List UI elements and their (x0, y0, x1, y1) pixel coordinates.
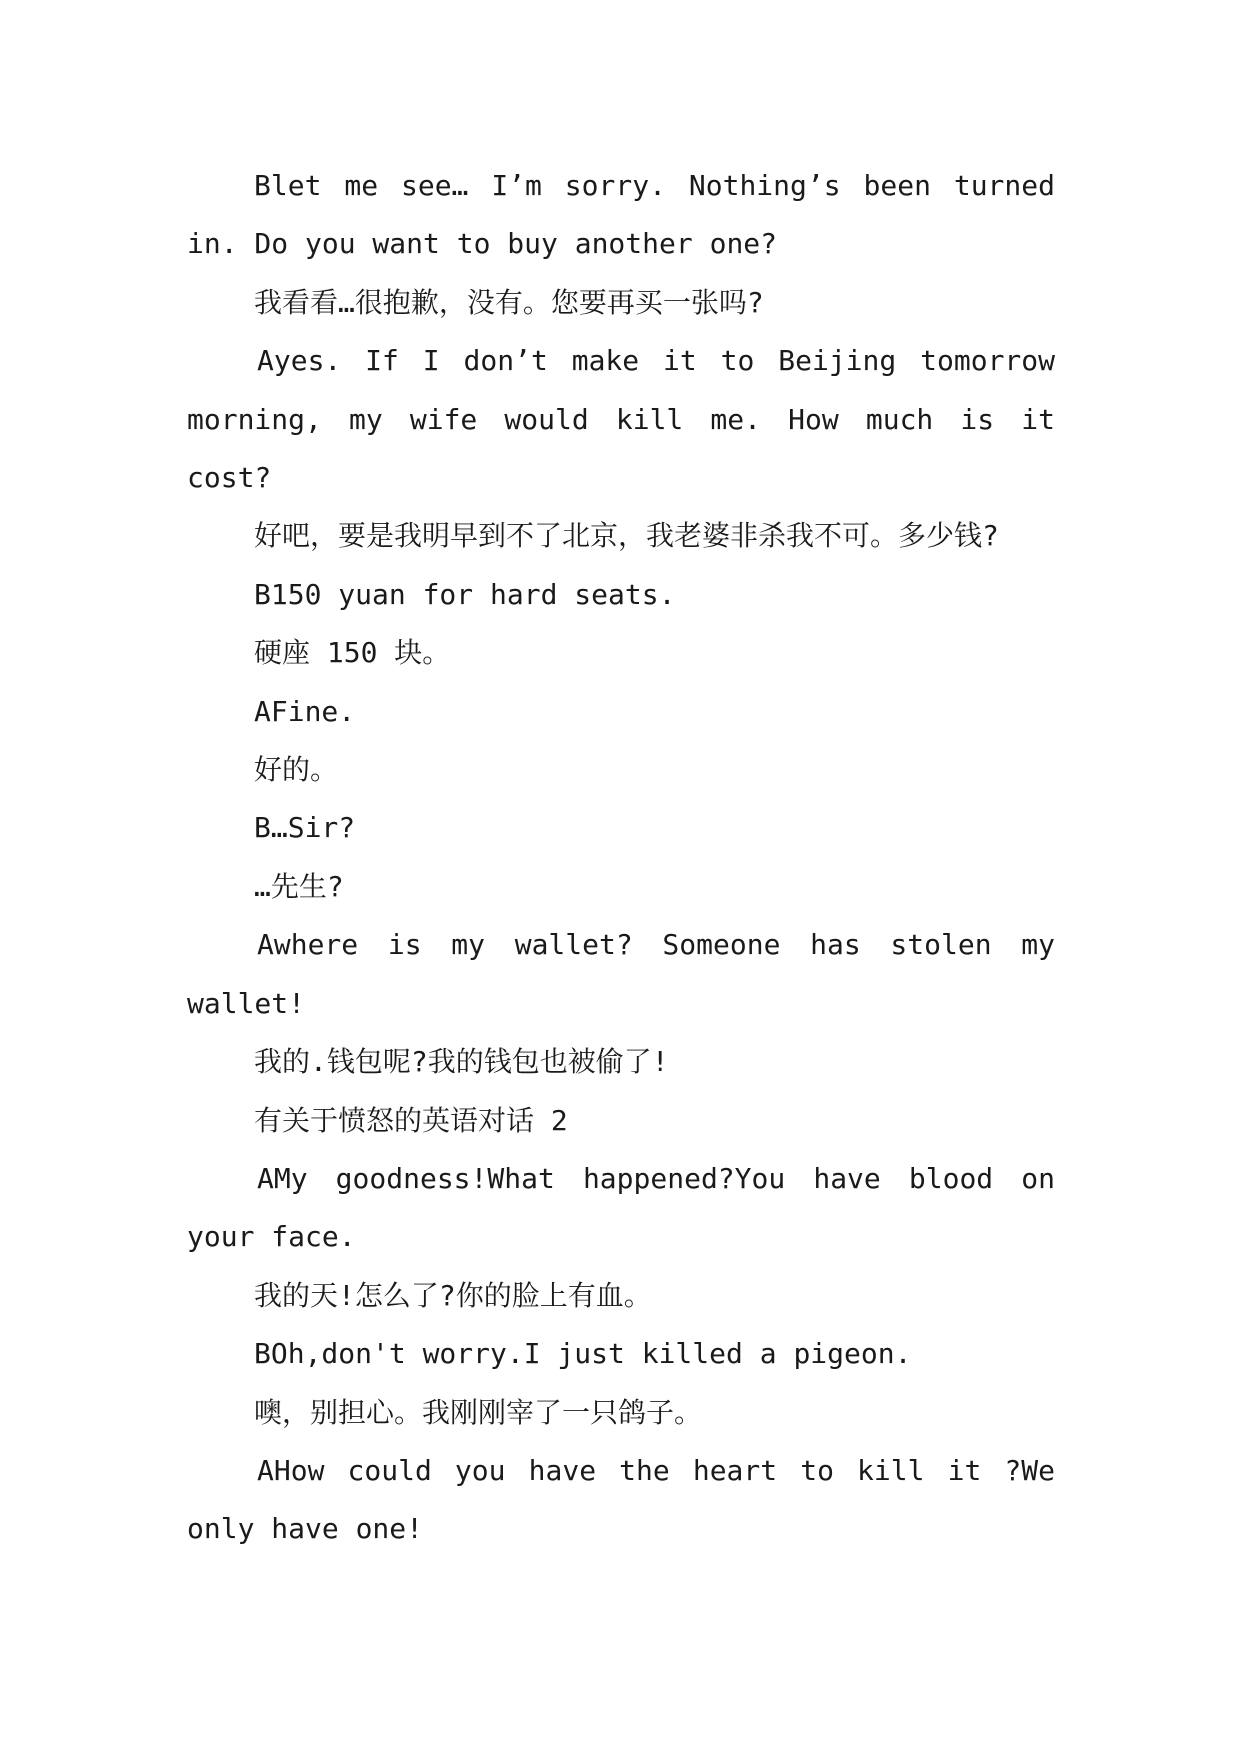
paragraph: B…Sir? (254, 811, 356, 845)
paragraph: 我的天!怎么了?你的脸上有血。 (254, 1278, 652, 1312)
section-heading: 有关于愤怒的英语对话 2 (254, 1103, 568, 1137)
paragraph: AFine. (254, 694, 356, 728)
paragraph: 好吧，要是我明早到不了北京，我老婆非杀我不可。多少钱? (254, 519, 999, 553)
paragraph: 好的。 (254, 753, 339, 787)
paragraph: B150 yuan for hard seats. (254, 577, 676, 611)
paragraph: Ayes. If I don’t make it to Beijing tomorrow morning, my wife would kill me. How much is it cost? (187, 344, 1055, 495)
paragraph: …先生? (254, 869, 344, 903)
paragraph: 噢，别担心。我刚刚宰了一只鸽子。 (254, 1395, 703, 1429)
paragraph: Awhere is my wallet? Someone has stolen my wallet! (187, 928, 1055, 1020)
paragraph: 我的.钱包呢?我的钱包也被偷了! (254, 1045, 669, 1079)
document-body (187, 157, 1055, 1559)
paragraph: AHow could you have the heart to kill it ?We only have one! (187, 1453, 1055, 1546)
paragraph: AMy goodness!What happened?You have blood on your face. (187, 1161, 1055, 1254)
paragraph: 我看看…很抱歉，没有。您要再买一张吗? (254, 285, 764, 319)
paragraph: Blet me see… I’m sorry. Nothing’s been turned in. Do you want to buy another one? (187, 169, 1055, 261)
paragraph: BOh,don't worry.I just killed a pigeon. (254, 1337, 912, 1371)
paragraph: 硬座 150 块。 (254, 636, 451, 670)
